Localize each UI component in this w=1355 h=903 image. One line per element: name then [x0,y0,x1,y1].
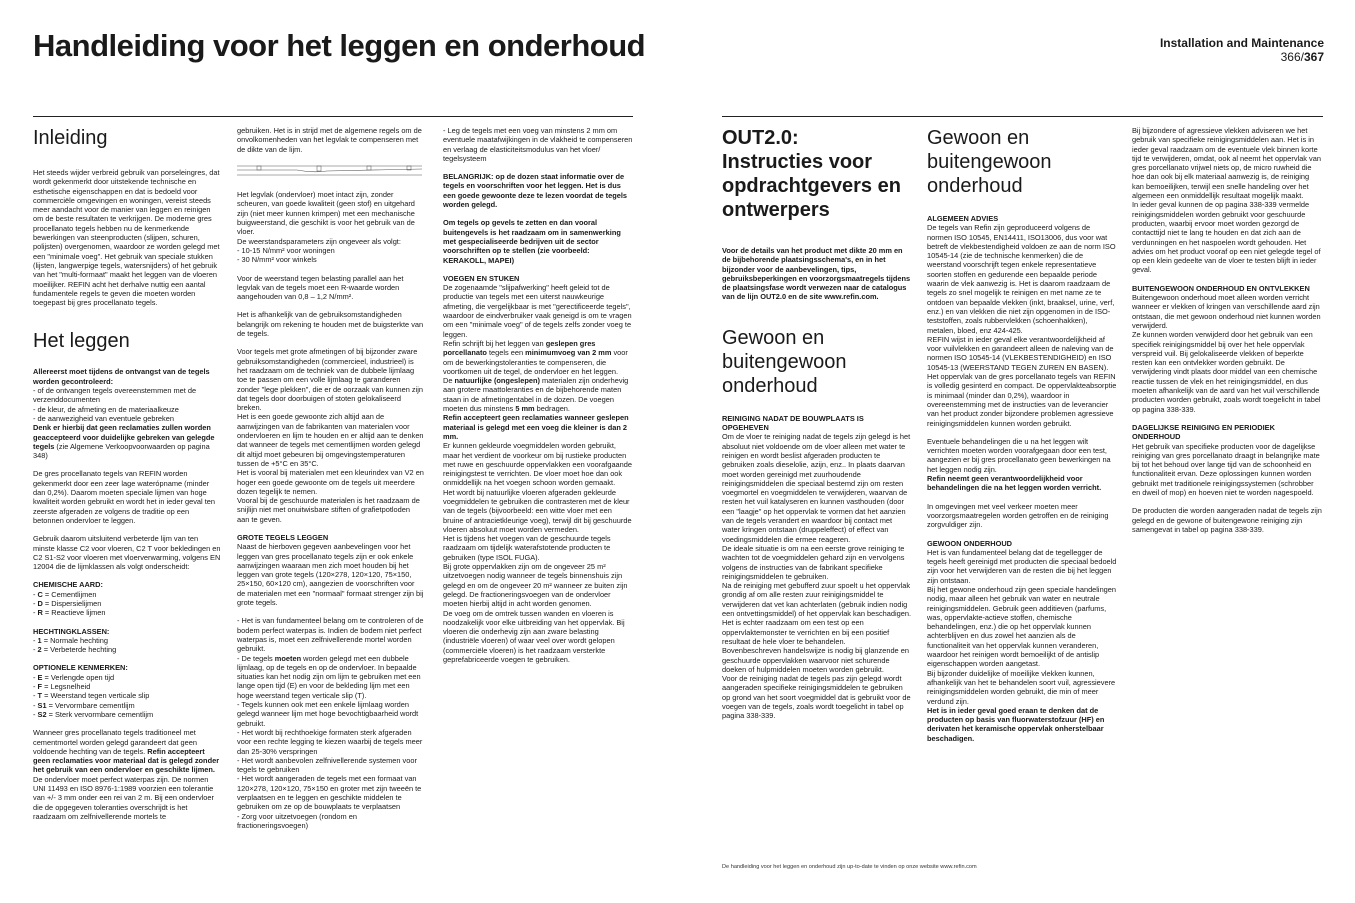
page-title: Handleiding voor het leggen en onderhoud [33,28,646,63]
heading-inleiding: Inleiding [33,127,108,149]
page-header-right [1160,36,1324,64]
paragraph: De gres procellanato tegels van REFIN worden gekenmerkt door een zeer lage waterópname (minder dan 0,2%). Daarom moeten speciale lijmen van hoge kwaliteit worden gebruikt en wordt het in ieder geval ten zeerste afgeraden ze volgens de traditie op een betonnen ondervloer te leggen. [33,469,215,525]
paragraph: - Leg de tegels met een voeg van minstens 2 mm om eventuele maatafwijkingen in de vlakheid te compenseren en verlaag de elasticiteitsmodulus van het vloer/ tegelsysteem [443,126,633,163]
subheading: GEWOON ONDERHOUD [927,538,1012,548]
list-item: - 2 = Verbeterde hechting [33,645,117,655]
list-item: - E = Verlengde open tijd [33,672,115,682]
list-item: - R = Reactieve lijmen [33,608,106,618]
subheading: REINIGING NADAT DE BOUWPLAATS IS OPGEHEVEN [722,413,864,433]
list-item: - F = Legsnelheid [33,682,91,692]
page-number: 366/367 [1280,50,1324,64]
heading-het-leggen: Het leggen [33,330,130,353]
column-2 [237,126,424,830]
subheading: DAGELIJKSE REINIGING EN PERIODIEK ONDERHOUD [1132,422,1275,442]
divider-left [33,116,633,117]
paragraph: - of de ontvangen tegels overeenstemmen met de verzenddocumenten - de kleur, de afmeting en de materiaalkeuze - de aanwezigheid van eventuele gebreken [33,386,197,423]
paragraph: Denk er hierbij dat geen reclamaties zullen worden geaccepteerd voor duidelijke gebreken van gelegde tegels (zie Algemene Verkoopvoorwaarden op pagina 348) [33,423,215,461]
paragraph-bold: Om tegels op gevels te zetten en dan vooral buitengevels is het raadzaam om in samenwerking met gespecialiseerde bedrijven uit de sector voorschriften op te stellen (zie voorbeeld: KERAKOLL, MAPEI) [443,218,621,265]
paragraph: Bij bijzondere of agressieve vlekken adviseren we het gebruik van specifieke reinigingsmiddelen aan. Het is in ieder geval raadzaam om de eventuele vlek binnen korte tijd te verwijderen, omdat, ook al neemt het oppervlak van gres porcellanato vrijwel niets op, de micro ruwheid die hoe dan ook bij elk materiaal aanwezig is, de reiniging kan bemoeilijken, terwijl een snelle handeling over het algemeen een onmiddellijk resultaat mogelijk maakt. In ieder geval kunnen de op pagina 338-339 vermelde reinigingsmiddelen worden gebruikt voor geschuurde producten, waarbij ervoor moet worden gezorgd de contacttijd niet te lang te houden en dat zich aan de verdunningen en het naspoelen wordt gehouden. Het advies om het product vooraf op een niet gelegde tegel of op een klein gedeelte van de vloer te testen blijft in ieder geval. [1132,126,1321,275]
paragraph: Gebruik daarom uitsluitend verbeterde lijm van ten minste klasse C2 voor vloeren, C2 T voor bekledingen en C2 S1-S2 voor vloeren met vloerverwarming, volgens EN 12004 die de lijmklassen als volgt onderscheidt: [33,534,221,572]
list-item: - 1 = Normale hechting [33,635,108,645]
paragraph: Eventuele behandelingen die u na het leggen wilt verrichten moeten worden voorafgegaan door een test, aangezien er bij gres procellanato geen bewerkingen na het leggen nodig zijn. Refin neemt geen verantwoordelijkheid voor behandelingen die na het leggen worden verricht. [927,436,1111,493]
column-6 [1132,126,1323,543]
paragraph-bold: BELANGRIJK: op de dozen staat informatie over de tegels en voorschriften voor het leggen. Het is dus een goede gewoonte deze te lezen voordat de tegels worden gelegd. [443,172,627,210]
paragraph: - Het is van fundamenteel belang om te controleren of de bodem perfect waterpas is. Indien de bodem niet perfect waterpas is, moet een zelfnivellerende mortel worden gebruikt. - De tegels moeten worden gelegd met een dubbele lijmlaag, op de tegels en op de ondervloer. In bepaalde situaties kan het nodig zijn om lijm te gebruiken met een lange open tijd (E) en voor de bekleding lijm met een hoge weerstand tegen verticale slip (T). - Tegels kunnen ook met een enkele lijmlaag worden gelegd wanneer lijm met hoge bevochtigbaarheid wordt gebruikt. - Het wordt bij rechthoekige formaten sterk afgeraden voor een rechte legging te kiezen waarbij de tegels meer dan 25-30% verspringen - Het wordt aanbevolen zelfnivellerende systemen voor tegels te gebruiken - Het wordt aangeraden de tegels met een formaat van 120×278, 120×120, 75×150 en groter met zijn tweeën te verplaatsen en te leggen en geschikte middelen te gebruiken om ze op de bouwplaats te verplaatsen - Zorg voor uitzetvoegen (rondom en fractioneringsvoegen) [237,616,424,830]
heading-gewoon-onderhoud: Gewoon en buitengewoon onderhoud [722,326,847,397]
paragraph: Voor de weerstand tegen belasting parallel aan het legvlak van de tegels moet een R-waarde worden aangehouden van 0,8 – 1,2 N/mm². [237,273,404,302]
paragraph: Om de vloer te reiniging nadat de tegels zijn gelegd is het absoluut niet voldoende om de vloer alleen met water te reinigen en wordt beslist afgeraden producten te gebruiken zoals dieselolie, azijn, enz.. In plaats daarvan moet worden gereinigd met zuurhoudende reinigingsmiddelen die speciaal bestemd zijn om resten voegmortel en voegmiddelen te verwijderen, waarvan de resten het vuil katalyseren en kunnen vasthouden (door een "laagje" op het oppervlak te vormen dat het aanzien van de tegels verandert en waardoor bij contact met water kringen ontstaan (druppeleffect) of effect van voedingsmiddelen die ermee reageren. De ideale situatie is om na een eerste grove reiniging te wachten tot de voegmiddelen gehard zijn en vervolgens volgens de instructies van de fabrikant specifieke reinigingsmiddelen te gebruiken. Na de reiniging met gebufferd zuur spoelt u het oppervlak grondig af om alle resten zuur reinigingsmiddel te verwijderen dat vet kan achterlaten (gebruik indien nodig een ontvettingsmiddel) of het oppervlak kan beschadigen. Het is echter raadzaam om een test op een oppervlaktemonster te verrichten en bij een positief resultaat de hele vloer te behandelen. Bovenbeschreven handelswijze is nodig bij glanzende en geschuurde oppervlakken waarvoor niet schurende doeken of hulpmiddelen moeten worden gebruikt. Voor de reiniging nadat de tegels pas zijn gelegd wordt aangeraden specifieke reinigingsmiddelen te gebruiken op grond van het soort voegmiddel dat is gebruikt voor de voegen van de tegels, zoals wordt toegelicht in tabel op pagina 338-339. [722,432,911,721]
subheading: HECHTINGKLASSEN: [33,626,110,636]
paragraph: In omgevingen met veel verkeer moeten meer voorzorgsmaatregelen worden getroffen en de reiniging zorgvuldiger zijn. [927,501,1109,530]
subheading: ALGEMEEN ADVIES [927,214,999,223]
paragraph: Naast de hierboven gegeven aanbevelingen voor het leggen van gres procellanato tegels zijn er ook enkele aanwijzingen waaraan men zich moet houden bij het leggen van grote tegels (120×278, 120×120, 75×150, 25×150, 60×120 cm), aangezien de voorschriften voor de materialen met een "normaal" formaat strenger zijn bij grote tegels. [237,542,424,608]
list-item: - T = Weerstand tegen verticale slip [33,691,150,701]
paragraph-bold: Allereerst moet tijdens de ontvangst van de tegels worden gecontroleerd: [33,367,210,386]
divider-right [722,116,1323,117]
subheading: CHEMISCHE AARD: [33,580,103,590]
list-item: - S2 = Sterk vervormbare cementlijm [33,709,154,719]
paragraph: Buitengewoon onderhoud moet alleen worden verricht wanneer er vlekken of kringen van verschillende aard zijn ontstaan, die met gewoon onderhoud niet kunnen worden verwijderd. Ze kunnen worden verwijderd door het gebruik van een specifiek reinigingsmiddel bij over het hele oppervlak verspreid vuil. Bij gelokaliseerde vlekken of beperkte resten kan een ontvlekker worden gebruikt. De verwijdering vindt plaats door middel van een chemische reactie tussen de vlek en het reinigingsmiddel, en dus moeten afhankelijk van de aard van het vuil verschillende producten worden gebruikt, zoals wordt toegelicht in tabel op pagina 338-339. [1132,293,1321,414]
paragraph: Het gebruik van specifieke producten voor de dagelijkse reiniging van gres porcellanato draagt in belangrijke mate bij tot het behoud over lange tijd van de schoonheid en functionaliteit ervan. Deze oplossingen kunnen worden gebruikt met traditionele reinigingssystemen (schrobber en dweil of mop) en hoeven niet te worden nagespoeld. [1132,441,1320,497]
subheading: BUITENGEWOON ONDERHOUD EN ONTVLEKKEN [1132,283,1310,293]
section-label: Installation and Maintenance [1159,36,1324,50]
paragraph: De zogenaamde "slijpafwerking" heeft geleid tot de productie van tegels met een uiterst nauwkeurige afmeting, die vergelijkbaar is met "gerectificeerde tegels", waardoor de eindverbruiker vaak geneigd is om te vragen om een "minimale voeg" of de tegels zelfs zonder voeg te leggen. Refin schrijft bij het leggen van geslepen gres porcellanato tegels een minimumvoeg van 2 mm voor om de bewerkingstoleranties te compenseren, die voortkomen uit de tegel, de ondervloer en het leggen. De natuurlijke (ongeslepen) materialen zijn onderhevig aan grotere maattoleranties en de bijbehorende maten staan in de afmetingentabel in de dozen. De voegen moeten dus minstens 5 mm bedragen. [443,283,632,414]
column-4 [722,126,912,721]
paragraph: Voor tegels met grote afmetingen of bij bijzonder zware gebruiksomstandigheden (commercieel, industrieel) is het raadzaam om de techniek van de dubbele lijmlaag toe te passen om een volle lijmlaag te garanderen zonder "lege plekken", die er de oorzaak van kunnen zijn dat tegels door doorbuigen of stoten gelokaliseerd breken. Het is een goede gewoonte zich altijd aan de aanwijzingen van de fabrikanten van materialen voor ondervloeren en lijm te houden en er altijd aan te denken dat wanneer de tegels met cementlijmen worden gelegd dit altijd moet gebeuren bij omgevingstemperaturen tussen de +5°C en 35°C. Het is vooral bij materialen met een kleurindex van V2 en hoger een goede gewoonte om de tegels uit meerdere dozen tegelijk te nemen. Vooral bij de geschuurde materialen is het raadzaam de snijlijn niet met onuitwisbare stiften of grafietpotloden aan te geven. [237,347,424,524]
footer-note: De handleiding voor het leggen en onderhoud zijn up-to-date te vinden op onze website www.refin.com [722,864,977,870]
list-item: - S1 = Vervormbare cementlijm [33,700,135,710]
subheading: GROTE TEGELS LEGGEN [237,532,329,542]
paragraph: Het is afhankelijk van de gebruiksomstandigheden belangrijk om rekening te houden met de buigsterkte van de tegels. [237,310,424,339]
paragraph: De producten die worden aangeraden nadat de tegels zijn gelegd en de gewone of buitengewone reiniging zijn samengevat in tabel op pagina 338-339. [1132,506,1322,534]
column-1 [33,126,221,821]
paragraph-bold: Het is in ieder geval goed eraan te denken dat de producten op basis van fluorwaterstofzuur (HF) en derivaten het keramische oppervlak onherstelbaar beschadigen. [927,705,1105,743]
subheading: VOEGEN EN STUKEN [443,273,520,283]
paragraph: Wanneer gres procellanato tegels traditioneel met cementmortel worden gelegd garandeert dat geen voldoende hechting van de tegels. Refin accepteert geen reclamaties voor materiaal dat is gelegd zonder het gebruik van een ondervloer en geschikte lijmen. [33,728,220,775]
levelling-diagram-icon [237,160,422,180]
paragraph: Er kunnen gekleurde voegmiddelen worden gebruikt, maar het verdient de voorkeur om bij rustieke producten met ruwe en geschuurde oppervlakken een voorafgaande reinigingstest te verrichten. De vloer moet hoe dan ook onmiddellijk na het voegen schoon worden gemaakt. Het wordt bij natuurlijke vloeren afgeraden gekleurde voegmiddelen te gebruiken die contrasteren met de kleur van de tegels (bijvoorbeeld: een witte vloer met een bruine of antracietkleurige voeg), terwijl dit bij geschuurde vloeren absoluut moet worden vermeden. Het is tijdens het voegen van de geschuurde tegels raadzaam om tijdelijk waterafstotende producten te gebruiken (type ISOL FUGA). Bij grote oppervlakken zijn om de ongeveer 25 m² uitzetvoegen nodig wanneer de tegels binnenshuis zijn gelegd en om de ongeveer 20 m² wanneer ze buiten zijn gelegd. De fractioneringsvoegen van de ondervloer moeten hierbij altijd in acht worden genomen. De voeg om de omtrek tussen wanden en vloeren is noodzakelijk voor elke uitbreiding van het oppervlak. Bij vloeren die onderhevig zijn aan zware belasting (industriële vloeren) of waar veel over wordt gelopen (commerciële vloeren) is het raadzaam versterkte geprefabriceerde voegen te gebruiken. [443,441,632,665]
subheading: OPTIONELE KENMERKEN: [33,663,128,673]
column-3 [443,126,633,664]
paragraph-bold: Voor de details van het product met dikte 20 mm en de bijbehorende plaatsingsschema's, en in het bijzonder voor de aanbevelingen, tips, gebruiksbeperkingen en voorzorgsmaatregels tijdens de plaatsingsfase wordt verwezen naar de catalogus van de lijn OUT2.0 en de site www.refin.com. [722,246,911,302]
paragraph: gebruiken. Het is in strijd met de algemene regels om de onvolkomenheden van het legvlak te compenseren met de dikte van de lijm. [237,126,422,154]
paragraph-bold: Refin accepteert geen reclamaties wanneer geslepen materiaal is gelegd met een voeg die kleiner is dan 2 mm. [443,413,629,441]
column-5 [927,126,1117,743]
paragraph: De tegels van Refin zijn geproduceerd volgens de normen ISO 10545, EN14411, ISO13006, dus voor wat betreft de vlekbestendigheid voldoen ze aan de norm ISO 10545-14 (zie de technische kenmerken) die de weerstand voorschrijft tegen enkele representatieve soorten stoffen en gedurende een bepaalde periode waarin de vlek aanwezig is. Het is daarom raadzaam de tegels zo snel mogelijk te reinigen en met name ze te ontdoen van bepaalde vlekken (inkt, braaksel, urine, verf, enz.) en van vlekken die niet zijn opgenomen in de ISO-teststoffen, zoals rubbervlekken (schoenhakken), metalen, bloed, enz 424-425. REFIN wijst in ieder geval elke verantwoordelijkheid af voor vuilvlekken en garandeert alleen de naleving van de normen ISO 10545-14 (VLEKBESTENDIGHEID) en ISO 10545-13 (WEERSTAND TEGEN ZUREN EN BASEN). Het oppervlak van de gres porcellanato tegels van REFIN is volledig gesinterd en compact. De oppervlakteabsorptie is minimaal (minder dan 0,2%), waardoor in overeenstemming met de instructies van de leverancier van het product zonder bijzondere problemen agressieve reinigingsmiddelen kunnen worden gebruikt. [927,223,1117,428]
paragraph: Het legvlak (ondervloer) moet intact zijn, zonder scheuren, van goede kwaliteit (geen stof) en uitgehard zijn (niet meer kunnen krimpen) met een mechanische buigweerstand, die geschikt is voor het gebruik van de vloer. De weerstandsparameters zijn ongeveer als volgt: - 10-15 N/mm² voor woningen - 30 N/mm² voor winkels [237,190,415,265]
heading-out2: OUT2.0: Instructies voor opdrachtgevers en ontwerpers [722,127,901,221]
heading-gewoon-onderhoud-2: Gewoon en buitengewoon onderhoud [927,127,1052,197]
paragraph: Het is van fundamenteel belang dat de tegellegger de tegels heeft gereinigd met producten die speciaal bedoeld zijn voor het verwijderen van de resten die bij het leggen zijn ontstaan. Bij het gewone onderhoud zijn geen speciale handelingen nodig, maar alleen het gebruik van water en neutrale reinigingsmiddelen. Gebruik geen additieven (parfums, was, oppervlakte-actieve stoffen, chemische behandelingen, enz.) die op het oppervlak kunnen achterblijven en dus zowel het aanzien als de functionaliteit van het oppervlak kunnen veranderen, waardoor het reinigen wordt bemoeilijkt of de antislip eigenschappen worden aangetast. Bij bijzonder duidelijke of moeilijke vlekken kunnen, afhankelijk van het te behandelen soort vuil, agressievere reinigingsmiddelen worden gebruikt, die min of meer verdund zijn. [927,547,1117,706]
paragraph: De ondervloer moet perfect waterpas zijn. De normen UNI 11493 en ISO 8976-1:1989 voorzien een tolerantie van +/- 3 mm onder een rei van 2 m. Bij een ondervloer die de opgegeven toleranties overschrijdt is het raadzaam om zelfnivellerende mortels te [33,774,214,821]
list-item: - C = Cementlijmen [33,589,97,599]
paragraph: Het steeds wijder verbreid gebruik van porseleingres, dat wordt gekenmerkt door uitstekende technische en esthetische eigenschappen en dat is bedoeld voor commerciële omgevingen en woningen, vereist steeds meer aandacht voor de manier van leggen en reinigen om de beste resultaten te verkrijgen. De moderne gres procellanato tegels hebben nu de kenmerkende bewerkingen van steenproducten (slijpen, schuren, polijsten) overgenomen, waardoor ze worden gelegd met een "minimale voeg". Het gebruik van speciale stukken (lijsten, langwerpige tegels, watersnijders) of het gebruik van het "multi-formaat" maakt het leggen van de vloeren moeilijker. REFIN acht het derhalve nuttig een aantal fundamentele regels te geven die moeten worden toegepast bij gres procellanato tegels. [33,168,220,308]
list-item: - D = Dispersielijmen [33,598,102,608]
